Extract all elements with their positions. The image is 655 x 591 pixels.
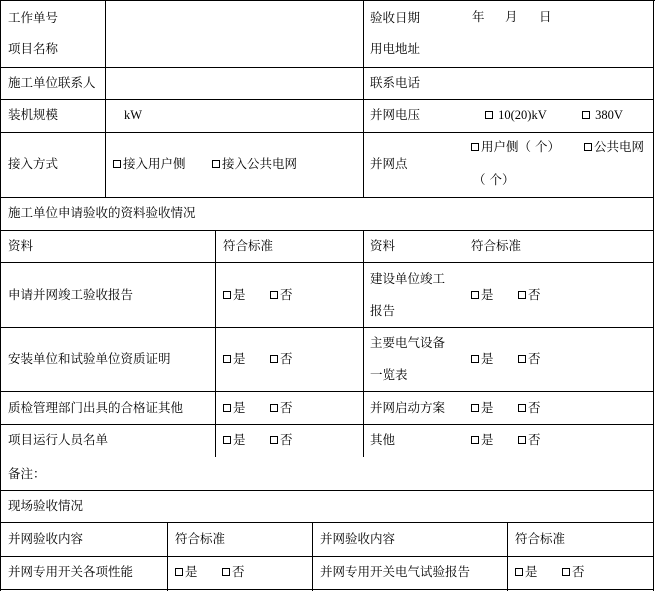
capacity-label: 装机规模	[8, 107, 59, 122]
material-item-left: 安装单位和试验单位资质证明	[8, 351, 171, 366]
acceptance-date-label: 验收日期	[370, 10, 421, 25]
no-text: 否	[280, 432, 293, 447]
gp-public-grid-text: 公共电网	[594, 139, 645, 154]
row-line	[0, 522, 654, 523]
yes-text: 是	[233, 351, 246, 366]
material-item-right: 建设单位竣工	[370, 271, 446, 286]
no-option[interactable]	[518, 432, 541, 448]
yes-option[interactable]	[515, 564, 538, 580]
material-item-right-cont: 一览表	[370, 367, 408, 382]
row-line	[0, 556, 654, 557]
row-line	[0, 197, 654, 198]
no-option[interactable]	[270, 400, 293, 416]
no-text: 否	[572, 564, 585, 579]
col-line	[215, 230, 216, 457]
table-border-right	[653, 0, 654, 591]
checkbox-icon[interactable]	[582, 111, 590, 119]
row-line	[0, 589, 654, 590]
row-line	[0, 424, 654, 425]
no-text: 否	[528, 351, 541, 366]
checkbox-icon[interactable]	[175, 568, 183, 576]
yes-option[interactable]	[223, 287, 246, 303]
materials-header-left: 资料	[8, 238, 34, 253]
grid-point-count: （ 个）	[473, 172, 515, 187]
checkbox-icon[interactable]	[518, 404, 526, 412]
no-text: 否	[528, 432, 541, 447]
checkbox-icon[interactable]	[270, 404, 278, 412]
row-line	[0, 391, 654, 392]
yes-text: 是	[233, 400, 246, 415]
date-month: 月	[505, 9, 518, 24]
access-user-side-text: 接入用户侧	[123, 156, 186, 171]
site-compliance-header-right: 符合标准	[515, 531, 566, 546]
grid-point-public-grid-option[interactable]	[584, 139, 644, 155]
date-year: 年	[472, 9, 485, 24]
site-content-header-right: 并网验收内容	[320, 531, 396, 546]
row-line	[0, 327, 654, 328]
no-text: 否	[280, 287, 293, 302]
yes-text: 是	[481, 351, 494, 366]
checkbox-icon[interactable]	[471, 355, 479, 363]
material-item-left: 项目运行人员名单	[8, 432, 109, 447]
row-line	[0, 132, 654, 133]
row-line	[0, 99, 654, 100]
contractor-contact-label: 施工单位联系人	[8, 75, 96, 90]
checkbox-icon[interactable]	[471, 436, 479, 444]
gp-user-side-text: 用户侧（ 个）	[481, 139, 560, 154]
no-option[interactable]	[270, 351, 293, 367]
checkbox-icon[interactable]	[223, 291, 231, 299]
checkbox-icon[interactable]	[212, 160, 220, 168]
row-line	[0, 230, 654, 231]
yes-text: 是	[185, 564, 198, 579]
yes-text: 是	[525, 564, 538, 579]
no-text: 否	[280, 400, 293, 415]
site-item-right: 并网专用开关电气试验报告	[320, 564, 471, 579]
address-label: 用电地址	[370, 41, 421, 56]
checkbox-icon[interactable]	[270, 355, 278, 363]
no-text: 否	[232, 564, 245, 579]
voltage-10kv-option[interactable]	[485, 107, 547, 123]
col-line	[167, 522, 168, 591]
checkbox-icon[interactable]	[518, 436, 526, 444]
col-line	[312, 522, 313, 591]
material-item-left: 质检管理部门出具的合格证其他	[8, 400, 184, 415]
table-border-top	[0, 0, 655, 1]
checkbox-icon[interactable]	[562, 568, 570, 576]
access-user-side-option[interactable]	[113, 156, 186, 172]
yes-option[interactable]	[471, 351, 494, 367]
yes-text: 是	[481, 432, 494, 447]
material-item-right: 主要电气设备	[370, 335, 446, 350]
materials-header-right: 资料	[370, 238, 396, 253]
checkbox-icon[interactable]	[113, 160, 121, 168]
yes-text: 是	[233, 287, 246, 302]
checkbox-icon[interactable]	[222, 568, 230, 576]
col-line	[507, 522, 508, 591]
yes-option[interactable]	[471, 287, 494, 303]
yes-option[interactable]	[223, 432, 246, 448]
col-line	[105, 0, 106, 197]
checkbox-icon[interactable]	[223, 355, 231, 363]
access-mode-label: 接入方式	[8, 156, 59, 171]
checkbox-icon[interactable]	[223, 436, 231, 444]
material-item-right-cont: 报告	[370, 303, 396, 318]
access-public-grid-option[interactable]	[212, 156, 297, 172]
no-text: 否	[528, 400, 541, 415]
material-item-right: 并网启动方案	[370, 400, 446, 415]
grid-point-user-side-option[interactable]	[471, 139, 560, 155]
remarks-label: 备注：	[8, 466, 46, 481]
access-public-grid-text: 接入公共电网	[222, 156, 298, 171]
table-border-left	[0, 0, 1, 591]
date-day: 日	[539, 9, 552, 24]
no-option[interactable]	[518, 400, 541, 416]
checkbox-icon[interactable]	[518, 291, 526, 299]
yes-text: 是	[233, 432, 246, 447]
checkbox-icon[interactable]	[518, 355, 526, 363]
col-line	[363, 0, 364, 197]
materials-section-title: 施工单位申请验收的资料验收情况	[8, 205, 196, 220]
checkbox-icon[interactable]	[471, 143, 479, 151]
site-section-title: 现场验收情况	[8, 498, 84, 513]
yes-text: 是	[481, 287, 494, 302]
yes-option[interactable]	[223, 400, 246, 416]
checkbox-icon[interactable]	[485, 111, 493, 119]
voltage-380v-option[interactable]	[582, 107, 623, 123]
checkbox-icon[interactable]	[471, 404, 479, 412]
row-line	[0, 490, 654, 491]
grid-point-label: 并网点	[370, 156, 408, 171]
no-option[interactable]	[518, 287, 541, 303]
yes-option[interactable]	[223, 351, 246, 367]
material-item-right: 其他	[370, 432, 396, 447]
checkbox-icon[interactable]	[584, 143, 592, 151]
no-option[interactable]	[222, 564, 245, 580]
site-compliance-header-left: 符合标准	[175, 531, 226, 546]
yes-option[interactable]	[471, 400, 494, 416]
site-item-left: 并网专用开关各项性能	[8, 564, 134, 579]
no-option[interactable]	[270, 287, 293, 303]
row-line	[0, 67, 654, 68]
no-option[interactable]	[270, 432, 293, 448]
no-text: 否	[280, 351, 293, 366]
no-option[interactable]	[518, 351, 541, 367]
no-option[interactable]	[562, 564, 585, 580]
yes-option[interactable]	[175, 564, 198, 580]
checkbox-icon[interactable]	[270, 436, 278, 444]
checkbox-icon[interactable]	[515, 568, 523, 576]
site-content-header-left: 并网验收内容	[8, 531, 84, 546]
grid-voltage-label: 并网电压	[370, 107, 421, 122]
checkbox-icon[interactable]	[223, 404, 231, 412]
capacity-unit: kW	[124, 108, 143, 122]
compliance-header-left: 符合标准	[223, 238, 274, 253]
checkbox-icon[interactable]	[270, 291, 278, 299]
work-order-label: 工作单号	[8, 10, 59, 25]
row-line	[0, 262, 654, 263]
compliance-header-right: 符合标准	[471, 238, 522, 253]
voltage-380v-text: 380V	[595, 108, 623, 122]
no-text: 否	[528, 287, 541, 302]
checkbox-icon[interactable]	[471, 291, 479, 299]
project-name-label: 项目名称	[8, 41, 59, 56]
material-item-left: 申请并网竣工验收报告	[8, 287, 134, 302]
yes-text: 是	[481, 400, 494, 415]
voltage-10kv-text: 10(20)kV	[498, 108, 547, 122]
phone-label: 联系电话	[370, 75, 421, 90]
col-line	[363, 230, 364, 457]
yes-option[interactable]	[471, 432, 494, 448]
